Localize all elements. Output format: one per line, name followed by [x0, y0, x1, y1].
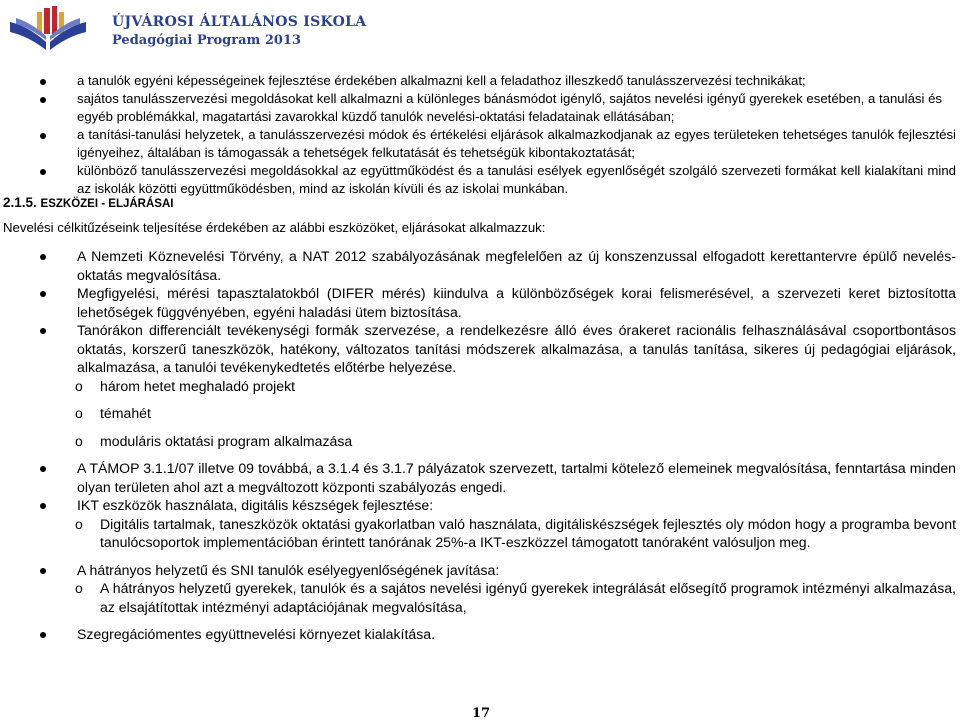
bullet-icon — [40, 254, 46, 260]
bullet-icon — [40, 632, 46, 638]
bullet-list-top — [6, 72, 956, 198]
circle-bullet-icon: o — [75, 515, 83, 532]
list-item: Tanórákon differenciált tevékenységi formák szervezése, a rendelkezésre álló éves órakeret racionális felhasználásával csoportbontásos oktatás, korszerű taneszközök, hatékony, változatos tanítási módszerek alkalmazása, a tanulás tanítása, sikeres új pedagógiai eljárások, alkalmazása, a tanulói tevékenykedtetés előtérbe helyezése. — [6, 321, 956, 377]
program-name: Pedagógiai Program 2013 — [112, 33, 302, 48]
list-item: A hátrányos helyzetű és SNI tanulók esélyegyenlőségének javítása: — [6, 561, 956, 580]
section-title: ESZKÖZEI - ELJÁRÁSAI — [40, 198, 174, 210]
bullet-icon — [40, 97, 46, 103]
circle-bullet-icon: o — [75, 377, 83, 394]
page-number: 17 — [472, 706, 491, 721]
circle-bullet-icon: o — [75, 405, 83, 421]
bullet-icon — [40, 328, 46, 334]
document-body — [3, 72, 956, 644]
bullet-icon — [40, 568, 46, 574]
list-item: a tanítási-tanulási helyzetek, a tanulásszervezési módok és értékelési eljárások alkalmazkodjanak az egyes területeken tehetséges tanulók fejlesztési igényeihez, általában is támogassák a tehetségek felkutatását és tehetségük kibontakoztatását; — [6, 126, 956, 162]
bullet-icon — [40, 169, 46, 175]
bullet-icon — [40, 291, 46, 297]
list-item: A TÁMOP 3.1.1/07 illetve 09 továbbá, a 3.1.4 és 3.1.7 pályázatok szervezett, tartalmi kötelező elemeinek megvalósítása, fenntartása minden olyan területen ahol azt a megváltozott központi szabályozás engedi. — [6, 459, 956, 496]
bullet-list-tools-b — [6, 459, 956, 515]
page-header — [8, 4, 408, 54]
sub-list-2 — [6, 515, 956, 552]
list-item: különböző tanulásszervezési megoldásokkal az együttműködést és a tanulási esélyek egyenlőségét szolgáló szervezeti formákat kell kialakítani mind az iskolák közötti együttműködésben, mind az iskolán kívüli és az iskolai munkában. — [6, 162, 956, 198]
sub-list-item: o moduláris oktatási program alkalmazása — [75, 432, 353, 449]
list-item: A Nemzeti Köznevelési Törvény, a NAT 2012 szabályozásának megfelelően az új konszenzussal elfogadott kerettantervre épülő nevelés-oktatás megvalósítása. — [6, 247, 956, 284]
list-item: IKT eszközök használata, digitális készségek fejlesztése: — [6, 496, 956, 515]
bullet-list-tools-d — [6, 625, 956, 644]
bullet-icon — [40, 466, 46, 472]
school-logo-icon — [8, 4, 88, 54]
school-name: ÚJVÁROSI ÁLTALÁNOS ISKOLA — [112, 14, 367, 30]
sub-list-item: o A hátrányos helyzetű gyerekek, tanulók és a sajátos nevelési igényű gyerekek integrálását elősegítő programok intézményi alkalmazása, az elsajátítottak intézményi adaptációjának megvalósítása, — [75, 580, 956, 615]
sub-list-item: o három hetet meghaladó projekt — [75, 377, 296, 394]
bullet-icon — [40, 133, 46, 139]
list-item: a tanulók egyéni képességeinek fejlesztése érdekében alkalmazni kell a feladathoz illeszkedő tanulásszervezési technikákat; — [6, 72, 956, 90]
section-number: 2.1.5. — [3, 195, 37, 210]
list-item: Megfigyelési, mérési tapasztalatokból (DIFER mérés) kiindulva a különbözőségek korai felismerésével, a szervezeti keret biztosította lehetőségek függvényében, egyéni haladási ütem biztosítása. — [6, 284, 956, 321]
list-item: sajátos tanulásszervezési megoldásokat kell alkalmazni a különleges bánásmódot igénylő, sajátos nevelési igényű gyerekek esetében, a tanulási és egyéb problémákkal, magatartási zavarokkal küzdő tanulók nevelési-oktatási feladatainak ellátásában; — [6, 90, 956, 126]
circle-bullet-icon: o — [75, 432, 83, 449]
list-item: Szegregációmentes együttnevelési környezet kialakítása. — [6, 625, 956, 644]
sub-list-item: o témahét — [75, 405, 151, 421]
bullet-list-tools — [6, 247, 956, 377]
sub-list-item: o Digitális tartalmak, taneszközök oktatási gyakorlatban való használata, digitáliskészségek fejlesztés oly módon hogy a programba bevont tanulócsoportok implementációban érintett tanórának 25%-a IKT-eszközzel támogatott tanóraként valósuljon meg. — [75, 515, 956, 550]
sub-list-3 — [6, 579, 956, 616]
sub-list-1 — [6, 377, 956, 451]
section-intro: Nevelési célkitűzéseink teljesítése érdekében az alábbi eszközöket, eljárásokat alkalmazzuk: — [3, 220, 546, 235]
bullet-icon — [40, 79, 46, 85]
bullet-icon — [40, 503, 46, 509]
bullet-list-tools-c — [6, 561, 956, 580]
circle-bullet-icon: o — [75, 580, 83, 596]
